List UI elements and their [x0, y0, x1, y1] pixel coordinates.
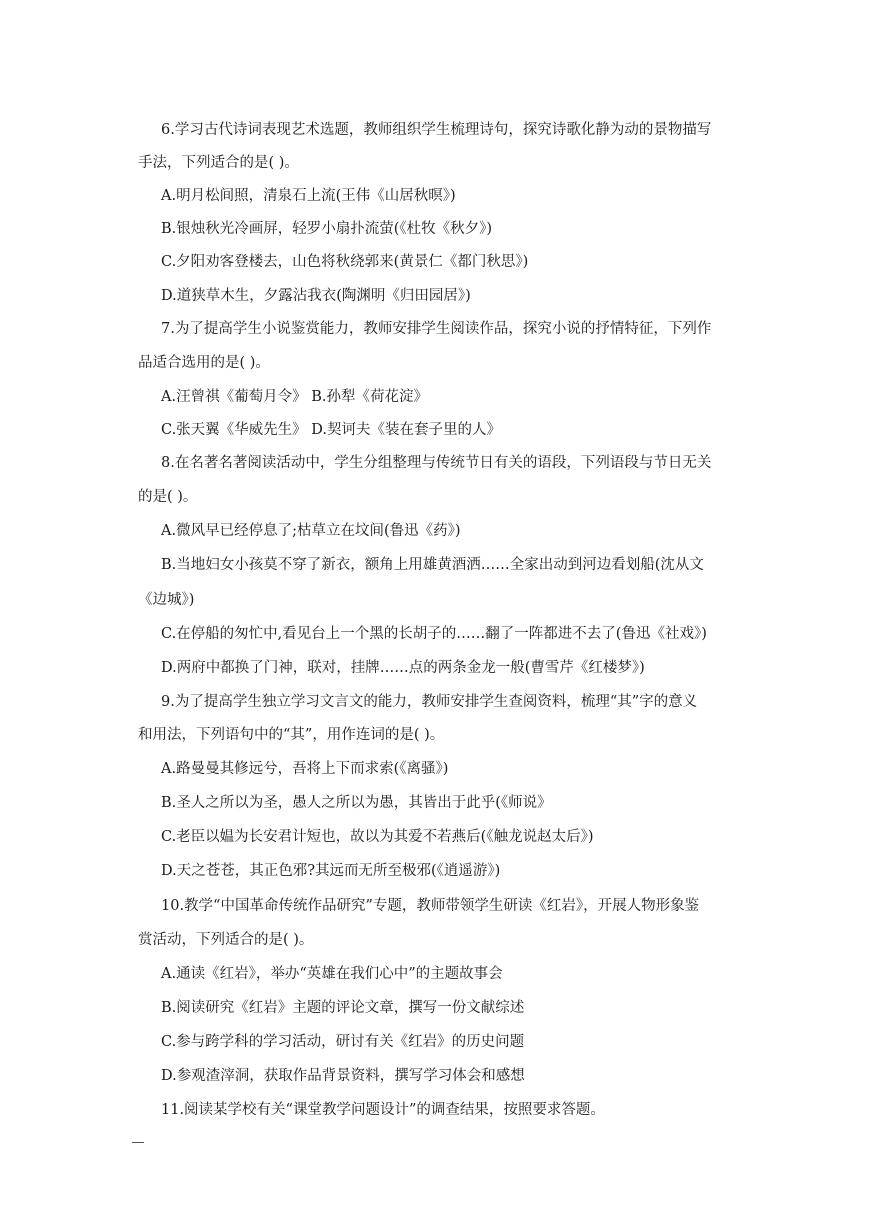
question-6-option-c: C.夕阳劝客登楼去，山色将秋绕郭来(黄景仁《都门秋思》)	[161, 254, 529, 270]
question-7-stem-line-2: 品适合选用的是( )。	[138, 355, 270, 371]
question-6-stem-line-2: 手法，下列适合的是( )。	[138, 155, 299, 171]
question-6-stem-line-1: 6.学习古代诗词表现艺术选题，教师组织学生梳理诗句，探究诗歌化静为动的景物描写	[161, 122, 712, 138]
question-6-option-b: B.银烛秋光冷画屏，轻罗小扇扑流萤(《杜牧《秋夕》)	[161, 221, 493, 237]
question-8-option-c: C.在停船的匆忙中,看见台上一个黑的长胡子的……翻了一阵都进不去了(鲁迅《社戏》)	[161, 626, 707, 642]
question-10-option-d: D.参观渣滓洞，获取作品背景资料，撰写学习体会和感想	[161, 1068, 525, 1084]
question-7-options-ab: A.汪曾祺《葡萄月令》 B.孙犁《荷花淀》	[161, 389, 428, 405]
question-9-option-a: A.路曼曼其修远兮，吾将上下而求索(《离骚》)	[161, 761, 449, 777]
question-9-option-d: D.天之苍苍，其正色邪?其远而无所至极邪(《逍遥游》)	[161, 863, 501, 879]
question-6-option-a: A.明月松间照，清泉石上流(王伟《山居秋暝》)	[161, 188, 456, 204]
question-8-stem-line-1: 8.在名著名著阅读活动中，学生分组整理与传统节日有关的语段，下列语段与节日无关	[161, 455, 712, 471]
question-8-option-b: B.当地妇女小孩莫不穿了新衣，额角上用雄黄酒洒……全家出动到河边看划船(沈从文	[161, 557, 704, 573]
question-10-option-c: C.参与跨学科的学习活动，研讨有关《红岩》的历史问题	[161, 1034, 525, 1050]
question-9-stem-line-2: 和用法，下列语句中的“其”，用作连词的是( )。	[138, 727, 445, 743]
question-9-option-c: C.老臣以媪为长安君计短也，故以为其爱不若燕后(《触龙说赵太后》)	[161, 829, 594, 845]
question-8-option-a: A.微风早已经停息了;枯草立在坟间(鲁迅《药》)	[161, 523, 461, 539]
question-10-stem-line-2: 赏活动，下列适合的是( )。	[138, 932, 314, 948]
question-10-option-b: B.阅读研究《红岩》主题的评论文章，撰写一份文献综述	[161, 1000, 525, 1016]
question-7-options-cd: C.张天翼《华威先生》 D.契诃夫《装在套子里的人》	[161, 422, 502, 438]
question-7-stem-line-1: 7.为了提高学生小说鉴赏能力，教师安排学生阅读作品，探究小说的抒情特征，下列作	[161, 321, 712, 337]
question-10-option-a: A.通读《红岩》，举办“英雄在我们心中”的主题故事会	[161, 966, 503, 982]
question-8-stem-line-2: 的是( )。	[138, 489, 198, 505]
question-8-option-d: D.两府中都换了门神，联对，挂牌……点的两条金龙一般(曹雪芹《红楼梦》)	[161, 660, 645, 676]
question-6-option-d: D.道狭草木生，夕露沾我衣(陶渊明《归田园居》)	[161, 288, 471, 304]
question-8-option-b-continued: 《边城》)	[138, 592, 195, 608]
question-9-stem-line-1: 9.为了提高学生独立学习文言文的能力，教师安排学生查阅资料，梳理“其”字的意义	[161, 694, 698, 710]
question-10-stem-line-1: 10.教学“中国革命传统作品研究”专题，教师带领学生研读《红岩》，开展人物形象鉴	[161, 898, 700, 914]
footnote-divider	[132, 1142, 144, 1143]
question-11-stem: 11.阅读某学校有关“课堂教学问题设计”的调查结果，按照要求答题。	[161, 1102, 605, 1118]
question-9-option-b: B.圣人之所以为圣，愚人之所以为愚，其皆出于此乎(《师说》	[161, 795, 552, 811]
